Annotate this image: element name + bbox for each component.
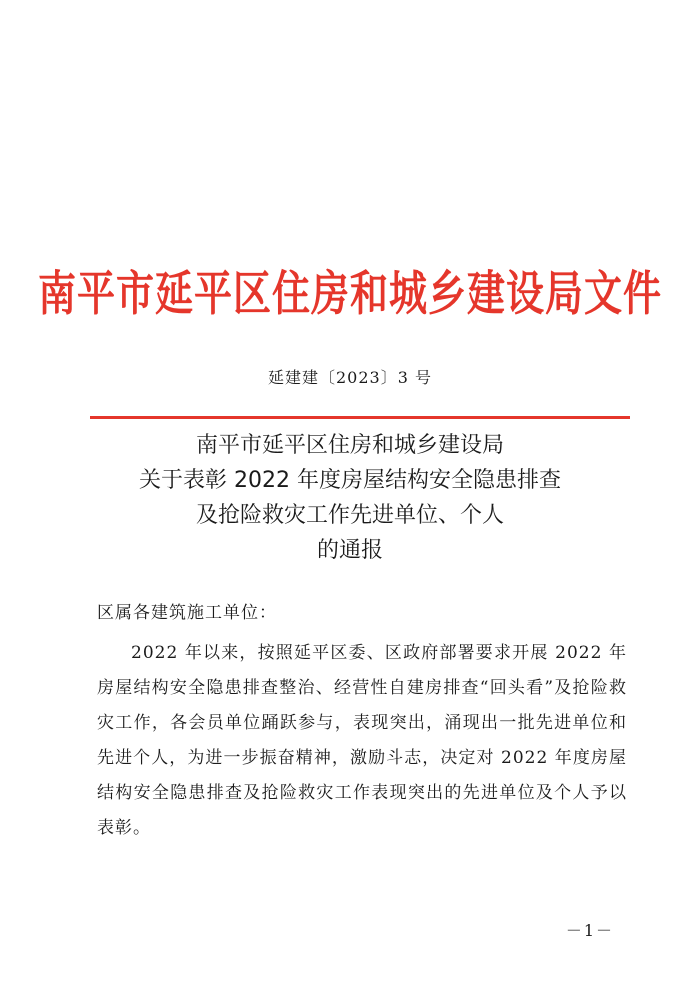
title-line-2: 关于表彰 2022 年度房屋结构安全隐患排查	[139, 468, 561, 493]
title-line-3: 及抢险救灾工作先进单位、个人	[195, 503, 504, 528]
title-line-1: 南平市延平区住房和城乡建设局	[195, 433, 504, 458]
document-number: 延建建〔2023〕3 号	[268, 368, 432, 387]
title-line-4: 的通报	[316, 538, 383, 563]
salutation: 区属各建筑施工单位：	[97, 603, 277, 623]
notice-title	[0, 428, 700, 568]
header-divider	[90, 416, 630, 419]
body-paragraph: 2022 年以来，按照延平区委、区政府部署要求开展 2022 年房屋结构安全隐患排查整治、经营性自建房排查“回头看”及抢险救灾工作，各会员单位踊跃参与，表现突出，涌现出一批先进单位和先进个人，为进一步振奋精神，激励斗志，决定对 2022 年度房屋结构安全隐患排查及抢险救灾工作表现突出的先进单位及个人予以表彰。	[97, 643, 627, 838]
agency-header-title: 南平市延平区住房和城乡建设局文件	[37, 266, 662, 322]
page-number: －1－	[565, 921, 614, 940]
